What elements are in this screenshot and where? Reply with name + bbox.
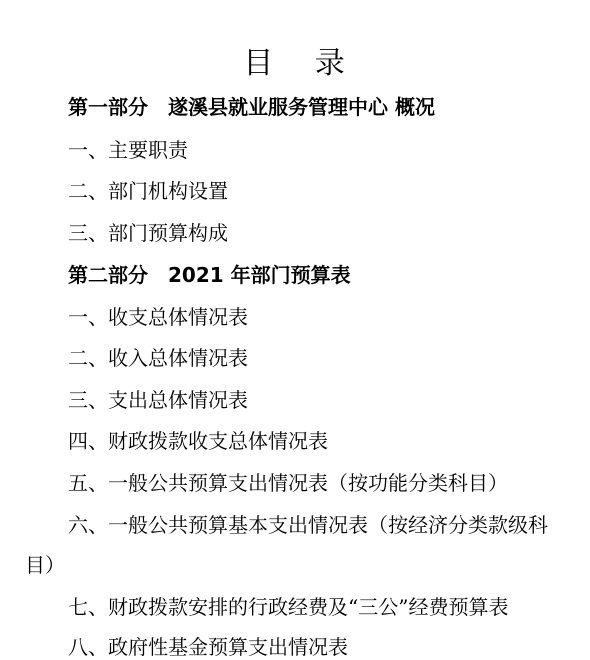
toc-item-table-8: 八、政府性基金预算支出情况表: [68, 635, 348, 659]
toc-part-1-heading: 第一部分 遂溪县就业服务管理中心 概况: [68, 95, 435, 119]
toc-item-table-6: 六、一般公共预算基本支出情况表（按经济分类款级科: [68, 513, 548, 537]
toc-item-org-structure: 二、部门机构设置: [68, 179, 228, 203]
toc-item-table-1: 一、收支总体情况表: [68, 305, 248, 329]
toc-item-budget-composition: 三、部门预算构成: [68, 221, 228, 245]
toc-item-main-duties: 一、主要职责: [68, 138, 188, 162]
page-title: 目 录: [243, 46, 361, 81]
toc-item-table-7: 七、财政拨款安排的行政经费及“三公”经费预算表: [68, 595, 509, 619]
toc-item-table-2: 二、收入总体情况表: [68, 346, 248, 370]
toc-item-table-5: 五、一般公共预算支出情况表（按功能分类科目）: [68, 471, 508, 495]
toc-part-2-heading: 第二部分 2021 年部门预算表: [68, 263, 351, 287]
toc-item-table-3: 三、支出总体情况表: [68, 388, 248, 412]
toc-item-table-4: 四、财政拨款收支总体情况表: [68, 429, 328, 453]
toc-item-table-6-continued: 目）: [25, 553, 65, 577]
